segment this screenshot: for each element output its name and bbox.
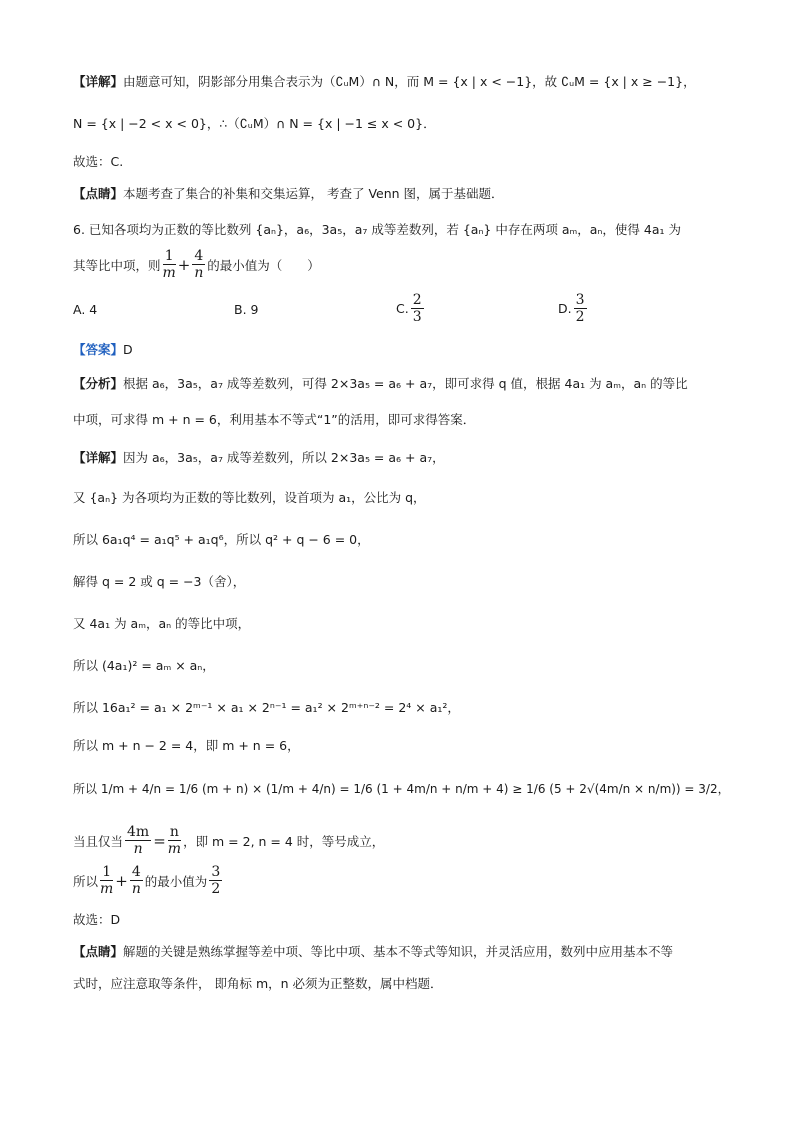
comment-text: 本题考查了集合的补集和交集运算， 考查了 Venn 图，属于基础题．	[123, 186, 504, 201]
equality-line: 当且仅当 $\frac{4m}{n}$ = $\frac{n}{m}$ ，即 m = 2, n = 4 时，等号成立，	[73, 824, 385, 857]
min-value-line: 所以 $\frac{1}{m}$ + $\frac{4}{n}$ 的最小值为 $\frac{3}{2}$	[73, 864, 221, 897]
choice-c-line	[73, 152, 123, 170]
option-d: D. $\frac{3}{2}$	[558, 292, 585, 325]
fraction-n-over-m: $\frac{n}{m}$	[167, 824, 182, 857]
question-6-prefix: 其等比中项，则	[73, 257, 161, 273]
solution-line-8: 所以 m + n − 2 = 4，即 m + n = 6，	[73, 738, 300, 753]
fraction-4-over-n: $\frac{4}{n}$	[194, 248, 204, 281]
detail-text: 由题意可知，阴影部分用集合表示为（∁ᵤM）∩ N，而 M = {x | x < −1}，故 ∁ᵤM = {x | x ≥ −1}，	[123, 74, 696, 89]
answer-tag: 【答案】	[73, 342, 124, 357]
set-n-text: N = {x | −2 < x < 0}，∴（∁ᵤM）∩ N = {x | −1 ≤ x < 0}．	[73, 116, 436, 131]
question-6-line-2	[73, 248, 320, 281]
analysis-text-2: 中项，可求得 m + n = 6，利用基本不等式“1”的活用，即可求得答案．	[73, 412, 476, 427]
comment-line-2: 【点睛】 解题的关键是熟练掌握等差中项、等比中项、基本不等式等知识，并灵活应用，数列中应用基本不等	[73, 944, 674, 959]
question-6-suffix: 的最小值为（ ）	[207, 257, 320, 273]
option-a: A. 4	[73, 302, 98, 317]
fraction-1-over-m: $\frac{1}{m}$	[162, 248, 176, 281]
solution-line-4: 解得 q = 2 或 q = −3（舍），	[73, 574, 246, 589]
choice-d-line: 故选：D	[73, 912, 121, 927]
solution-line-5: 又 4a₁ 为 aₘ，aₙ 的等比中项，	[73, 616, 251, 631]
analysis-line-2	[73, 410, 475, 428]
comment-tag-2: 【点睛】	[73, 944, 124, 959]
solution-line-2: 又 {aₙ} 为各项均为正数的等比数列，设首项为 a₁，公比为 q，	[73, 490, 426, 505]
question-6-line-1	[73, 220, 681, 238]
solution-tag: 【详解】	[73, 450, 124, 465]
comment-line-3: 式时，应注意取等条件， 即角标 m，n 必须为正整数，属中档题．	[73, 976, 443, 991]
solution-line-9: 所以 1/m + 4/n = 1/6 (m + n) × (1/m + 4/n) = 1/6 (1 + 4m/n + n/m + 4) ≥ 1/6 (5 + 2√(4m/n × n/m)) = 3/2，	[73, 782, 730, 796]
analysis-tag: 【分析】	[73, 376, 124, 391]
choice-c-text: 故选：C.	[73, 154, 124, 169]
plus-sign: +	[177, 255, 191, 274]
question-6-text: 6. 已知各项均为正数的等比数列 {aₙ}，a₆，3a₅，a₇ 成等差数列，若 {aₙ} 中存在两项 aₘ，aₙ，使得 4a₁ 为	[73, 222, 681, 237]
comment-line-1	[73, 184, 504, 202]
option-b: B. 9	[234, 302, 259, 317]
comment-tag: 【点睛】	[73, 186, 124, 201]
detail-tag: 【详解】	[73, 74, 124, 89]
solution-line-7: 所以 16a₁² = a₁ × 2ᵐ⁻¹ × a₁ × 2ⁿ⁻¹ = a₁² × 2ᵐ⁺ⁿ⁻² = 2⁴ × a₁²，	[73, 700, 460, 715]
option-c: C. $\frac{2}{3}$	[396, 292, 422, 325]
detail-line-1	[73, 72, 696, 90]
solution-line-3: 所以 6a₁q⁴ = a₁q⁵ + a₁q⁶，所以 q² + q − 6 = 0，	[73, 532, 370, 547]
answer-value: D	[123, 341, 133, 357]
fraction-4m-over-n: $\frac{4m}{n}$	[127, 824, 150, 857]
solution-line-1	[73, 448, 445, 466]
analysis-text-1: 根据 a₆，3a₅，a₇ 成等差数列，可得 2×3a₅ = a₆ + a₇，即可求得 q 值，根据 4a₁ 为 aₘ，aₙ 的等比	[123, 376, 688, 391]
answer-line	[73, 340, 133, 358]
set-n-line	[73, 114, 436, 132]
solution-text-1: 因为 a₆，3a₅，a₇ 成等差数列，所以 2×3a₅ = a₆ + a₇，	[123, 450, 445, 465]
analysis-line-1	[73, 374, 688, 392]
solution-line-6: 所以 (4a₁)² = aₘ × aₙ，	[73, 658, 215, 673]
